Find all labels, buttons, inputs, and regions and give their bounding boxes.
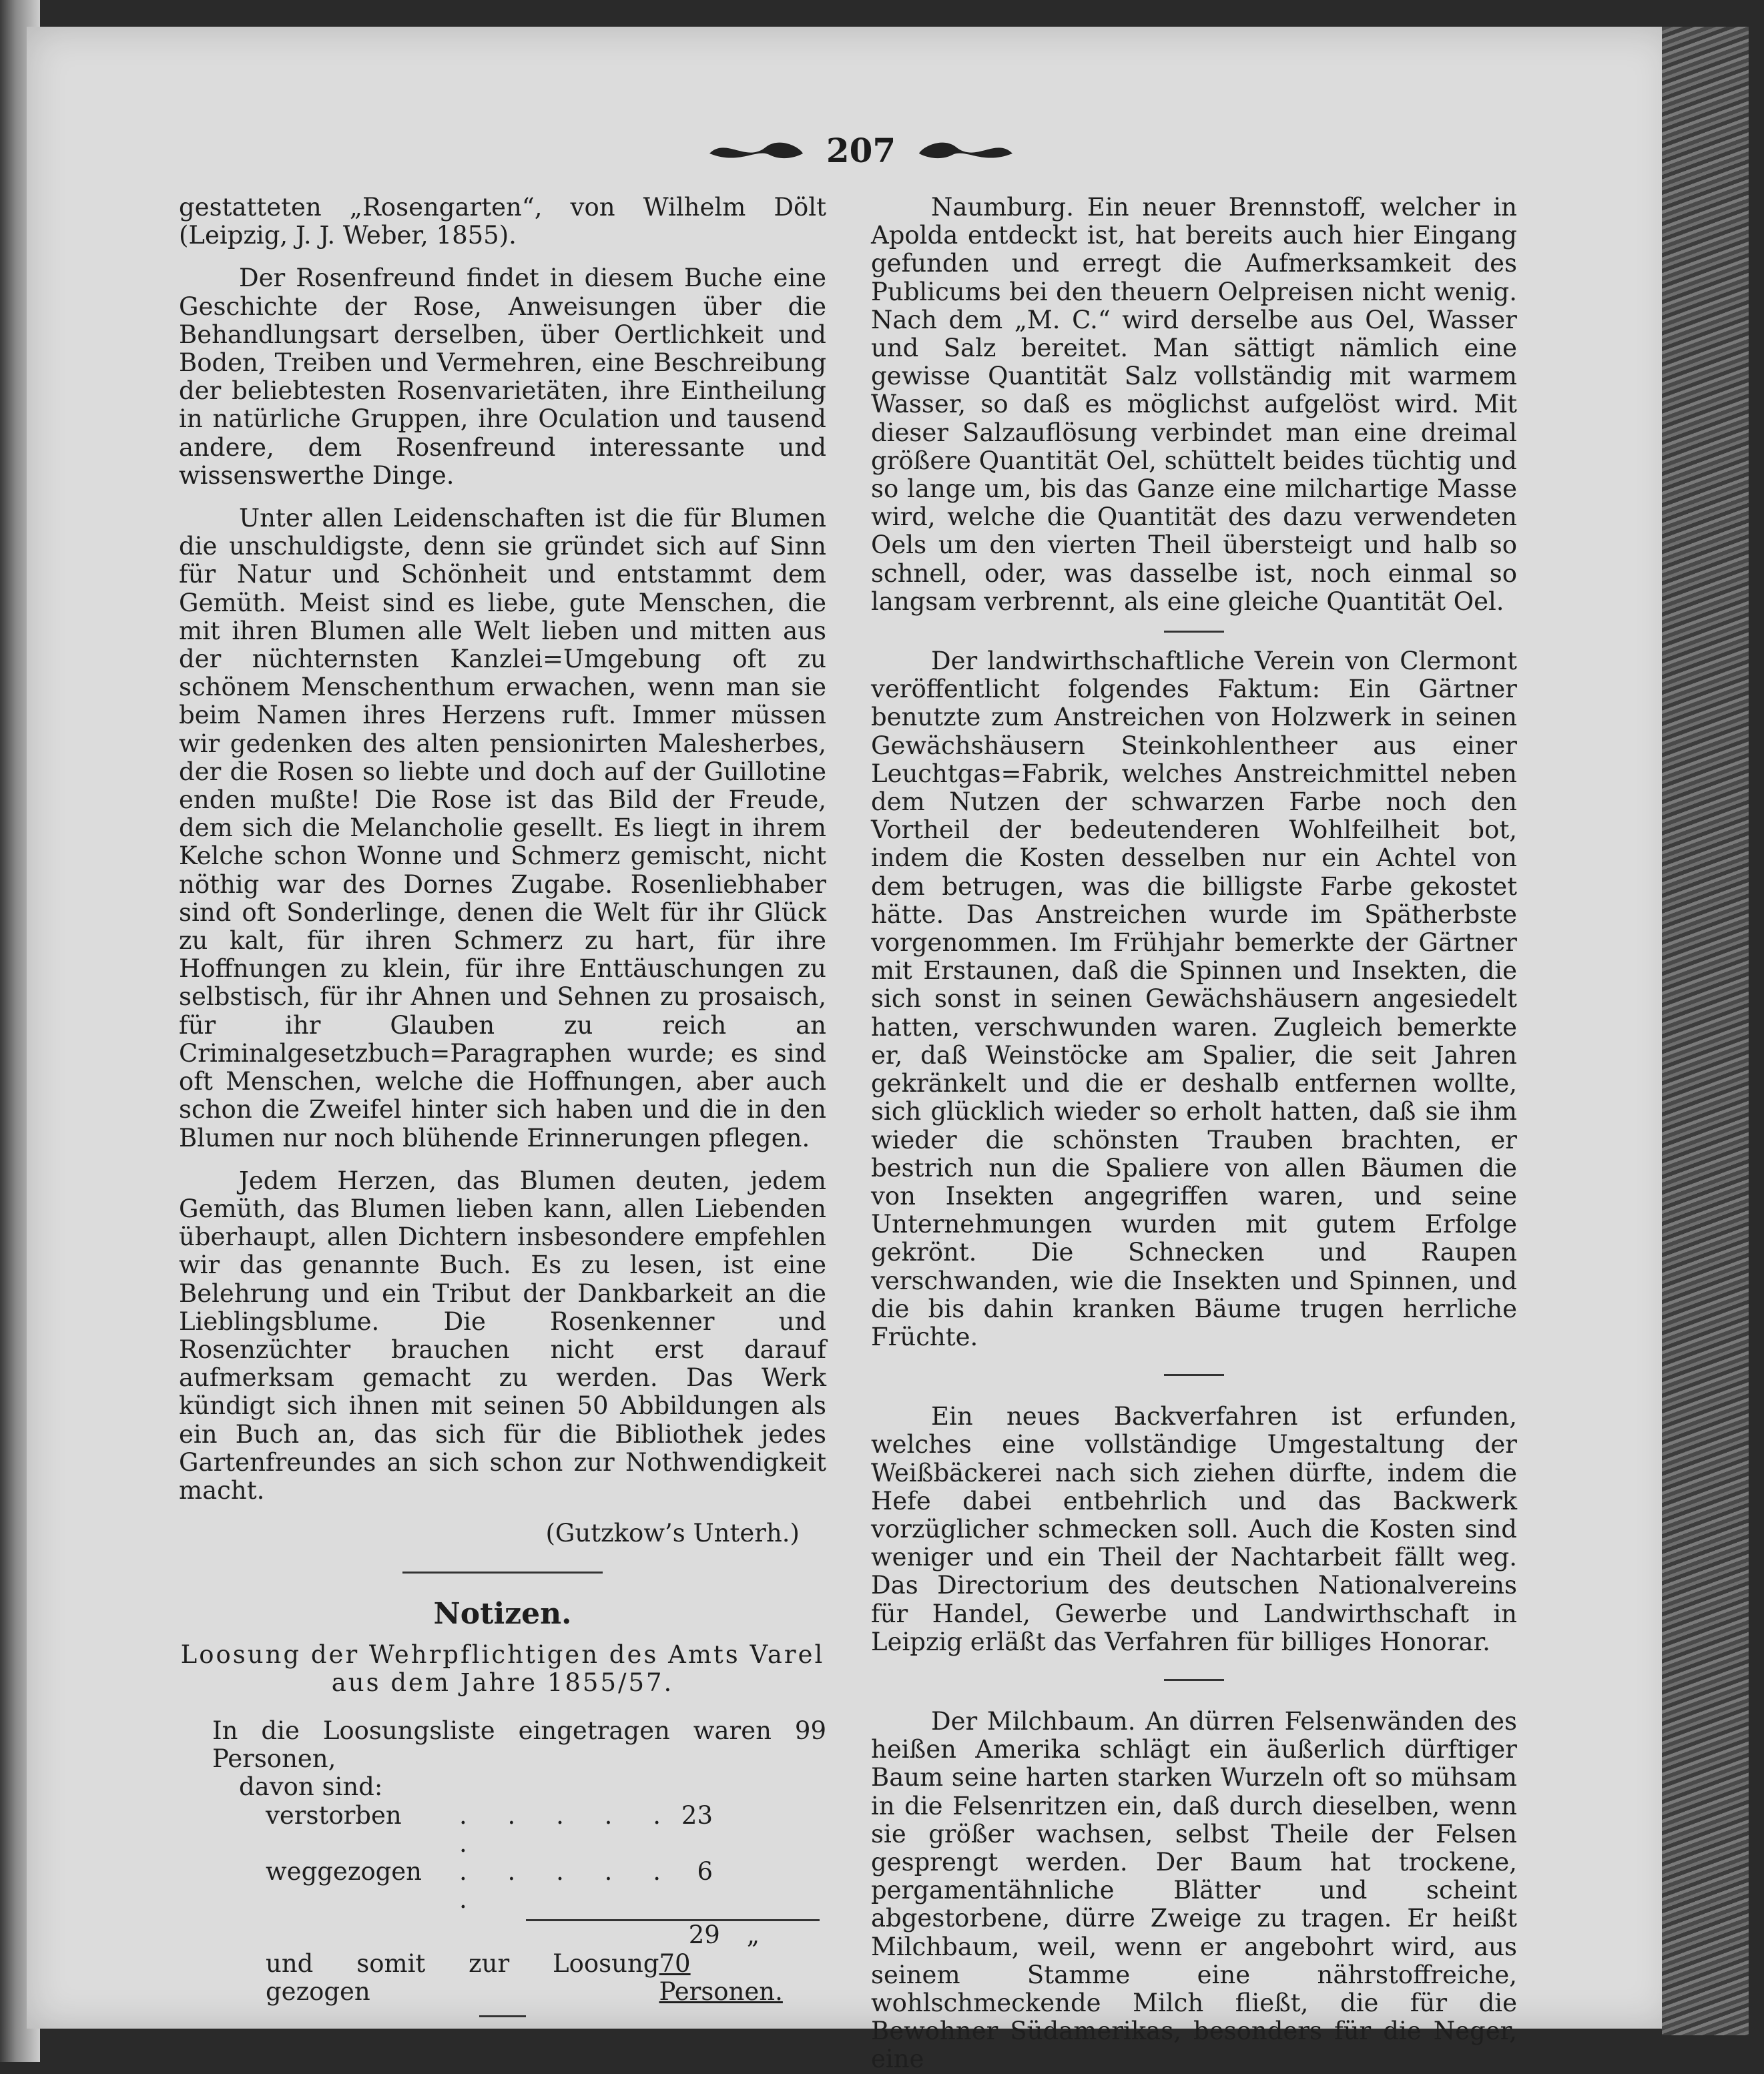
total-value: 29 — [688, 1921, 720, 1950]
paragraph: Der Rosenfreund findet in diesem Buche eine Geschichte der Rose, Anweisungen über die Behandlungsart derselben, über Oertlichkeit und Boden, Treiben und Vermehren, eine Beschreibung der beliebtesten Rosenvarietäten, ihre Eintheilung in natürliche Gruppen, ihre Oculation und tausend andere, dem Rosenfreund interessante und wissenswerthe Dinge. — [179, 264, 826, 490]
source-citation: (Gutzkow’s Unterh.) — [545, 1519, 800, 1548]
total-ditto: „ — [746, 1921, 760, 1950]
divider — [1164, 1679, 1224, 1681]
left-column — [179, 194, 826, 2017]
loosung-total-row — [179, 1921, 826, 1949]
loosung-intro: In die Loosungsliste eingetragen waren 99 Personen, — [212, 1716, 826, 1774]
paragraph: Jedem Herzen, das Blumen deuten, jedem Gemüth, das Blumen lieben kann, allen Liebenden überhaupt, allen Dichtern insbesondere empfehlen wir das genannte Buch. Es zu lesen, ist eine Belehrung und ein Tribut der Dankbarkeit an die Lieblingsblume. Die Rosenkenner und Rosenzüchter brauchen nicht erst darauf aufmerksam gemacht zu werden. Das Werk kündigt sich ihnen mit seinen 50 Abbildungen als ein Buch an, das sich für die Bibliothek jedes Gartenfreundes an sich schon zur Nothwendigkeit macht. — [179, 1166, 826, 1505]
row-dots: . . . . . . — [459, 1800, 673, 1858]
paragraph: Ein neues Backverfahren ist erfunden, welches eine vollständige Umgestaltung der Weißbäckerei nach sich ziehen dürfte, indem die Hefe dabei entbehrlich und das Backwerk vorzüglicher schmecken soll. Auch die Kosten sind weniger und ein Theil der Nachtarbeit fällt weg. Das Directorium des deutschen Nationalvereins für Handel, Gewerbe und Landwirthschaft in Leipzig erläßt das Verfahren für billiges Honorar. — [871, 1402, 1517, 1656]
row-label: weggezogen — [266, 1856, 422, 1886]
divider — [1164, 631, 1224, 633]
loosung-row — [179, 1802, 826, 1858]
final-text: und somit zur Loosung gezogen — [266, 1949, 659, 2006]
loosung-title: Loosung der Wehrpflichtigen des Amts Varel — [180, 1640, 825, 1669]
paragraph: Unter allen Leidenschaften ist die für Blumen die unschuldigste, denn sie gründet sich auf Sinn für Natur und Schönheit und entstammt dem Gemüth. Meist sind es liebe, gute Menschen, die mit ihren Blumen alle Welt lieben und mitten aus der nüchternsten Kanzlei=Umgebung oft zu schönem Menschenthum erwachen, wenn man sie beim Namen ihres Herzens ruft. Immer müssen wir gedenken des alten pensionirten Malesherbes, der die Rosen so liebte und doch auf der Guillotine enden mußte! Die Rose ist das Bild der Freude, dem sich die Melancholie gesellt. Es liegt in ihrem Kelche schon Wonne und Schmerz gemischt, nicht nöthig war des Dornes Zugabe. Rosenliebhaber sind oft Sonderlinge, denen die Welt für ihr Glück zu kalt, für ihren Schmerz zu hart, für ihre Hoffnungen zu klein, für ihre Enttäuschungen zu selbstisch, für ihr Ahnen und Sehnen zu prosaisch, für ihr Glauben zu reich an Criminalgesetzbuch=Paragraphen wurde; es sind oft Menschen, welche die Hoffnungen, aber auch schon die Zweifel hinter sich haben und die in den Blumen nur noch blühende Erinnerungen pflegen. — [179, 504, 826, 1152]
loosung-row — [179, 1858, 826, 1914]
loosung-davon: davon sind: — [239, 1772, 383, 1802]
section-heading: Notizen. — [433, 1597, 572, 1632]
row-dots: . . . . . . — [459, 1856, 673, 1915]
divider — [1164, 1374, 1224, 1376]
section-divider — [402, 1572, 603, 1574]
page-header — [694, 127, 1028, 174]
left-ornament-icon — [706, 133, 806, 167]
right-ornament-icon — [916, 133, 1016, 167]
paragraph: gestatteten „Rosengarten“, von Wilhelm Dölt (Leipzig, J. J. Weber, 1855). — [179, 193, 826, 250]
row-value: 23 — [681, 1800, 713, 1830]
paragraph: Der Milchbaum. An dürren Felsenwänden des heißen Amerika schlägt ein äußerlich dürftiger Baum seine harten starken Wurzeln oft so mühsam in die Felsenritzen ein, daß durch dieselben, wenn sie größer wachsen, selbst Theile der Felsen gesprengt werden. Der Baum hat trockene, pergamentähnliche Blätter und scheint abgestorbene, dürre Zweige zu tragen. Er heißt Milchbaum, weil, wenn er angebohrt wird, aus seinem Stamme eine nährstoffreiche, wohlschmeckende Milch fließt, die für die Bewohner Südamerikas, besonders für die Neger, eine — [871, 1706, 1517, 2074]
row-label: verstorben — [266, 1800, 402, 1830]
paragraph: Der landwirthschaftliche Verein von Clermont veröffentlicht folgendes Faktum: Ein Gärtner benutzte zum Anstreichen von Holzwerk in seinen Gewächshäusern Steinkohlentheer aus einer Leuchtgas=Fabrik, welches Anstreichmittel neben dem Nutzen der schwarzen Farbe noch den Vortheil der bedeutenderen Wohlfeilheit bot, indem die Kosten desselben nur ein Achtel von dem betrugen, was die billigste Farbe gekostet hätte. Das Anstreichen wurde im Spätherbste vorgenommen. Im Frühjahr bemerkte der Gärtner mit Erstaunen, daß die Spinnen und Insekten, die sich sonst in seinen Gewächshäusern angesiedelt hatten, verschwunden waren. Zugleich bemerkte er, daß Weinstöcke am Spalier, die seit Jahren gekränkelt und die er deshalb entfernen wollte, sich glücklich wieder so erholt hatten, daß sie ihm wieder die schönsten Trauben brachten, er bestrich nun die Spaliere von allen Bäumen die von Insekten angegriffen waren, und seine Unternehmungen wurden mit gutem Erfolge gekrönt. Die Schnecken und Raupen verschwanden, wie die Insekten und Spinnen, und die bis dahin kranken Bäume trugen herrliche Früchte. — [871, 647, 1517, 1351]
loosung-final-row — [179, 1950, 826, 2006]
final-value: 70 Personen. — [659, 1949, 783, 2006]
row-value: 6 — [697, 1856, 713, 1886]
book-cover-edge — [1662, 27, 1749, 2035]
loosung-title-year: aus dem Jahre 1855/57. — [331, 1668, 674, 1697]
closing-rule — [479, 2015, 526, 2017]
page-number: 207 — [826, 130, 896, 170]
paragraph: Naumburg. Ein neuer Brennstoff, welcher in Apolda entdeckt ist, hat bereits auch hier Eingang gefunden und erregt die Aufmerksamkeit des Publicums bei den theuern Oelpreisen nicht wenig. Nach dem „M. C.“ wird derselbe aus Oel, Wasser und Salz bereitet. Man sättigt nämlich eine gewisse Quantität Salz vollständig mit warmem Wasser, so daß es möglichst aufgelöst wird. Mit dieser Salzauflösung verbindet man eine dreimal größere Quantität Oel, schüttelt beides tüchtig und so lange um, bis das Ganze eine milchartige Masse wird, welche die Quantität des dazu verwendeten Oels um den vierten Theil übersteigt und halb so schnell, oder, was dasselbe ist, noch einmal so langsam verbrennt, als eine gleiche Quantität Oel. — [871, 193, 1517, 616]
right-column — [871, 194, 1517, 2074]
